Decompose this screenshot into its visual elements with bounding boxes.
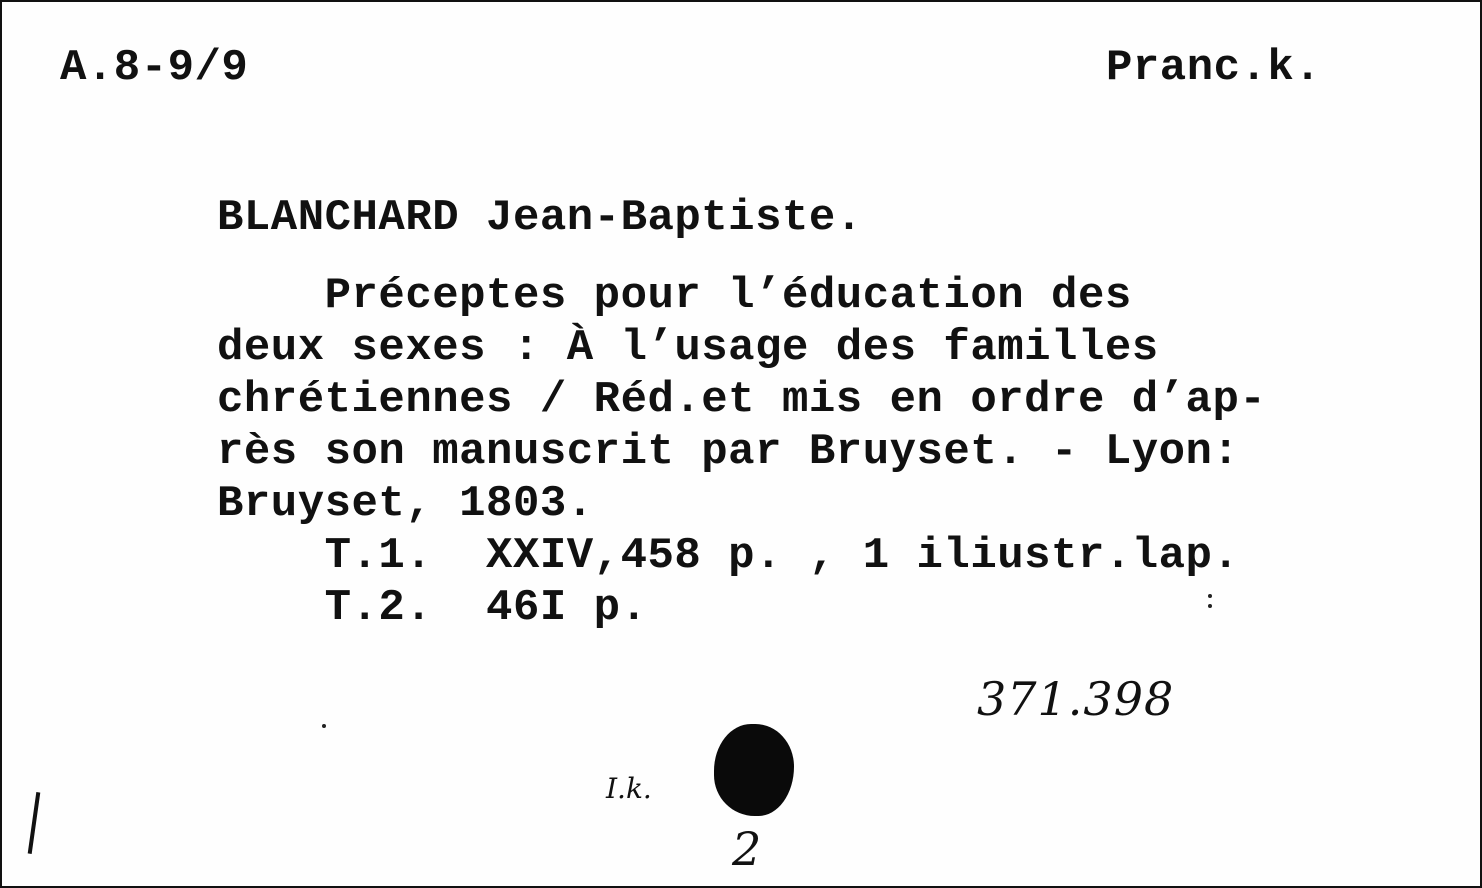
author-heading: BLANCHARD Jean-Baptiste. [217,193,863,243]
ink-speck [1208,604,1212,608]
description-line: Bruyset, 1803. [217,479,594,529]
ink-speck [322,724,326,728]
ink-speck [1208,594,1212,598]
description-line: deux sexes : À l’usage des familles [217,323,1159,373]
handwritten-copy-number: 2 [732,822,762,876]
description-line: chrétiennes / Réd.et mis en ordre d’ap- [217,375,1267,425]
handwritten-initials: I.k. [606,772,652,805]
volume-line: T.1. XXIV,458 p. , 1 iliustr.lap. [217,531,1240,581]
description-line: Préceptes pour l’éducation des [217,271,1132,321]
volume-line: T.2. 46I p. [217,583,648,633]
handwritten-classmark: 371.398 [977,672,1175,726]
description-line: rès son manuscrit par Bruyset. - Lyon: [217,427,1240,477]
margin-pen-stroke [28,792,41,854]
location-code: Pranc.k. [1106,43,1322,93]
call-number: A.8-9/9 [60,43,249,93]
ink-blot [714,724,794,816]
